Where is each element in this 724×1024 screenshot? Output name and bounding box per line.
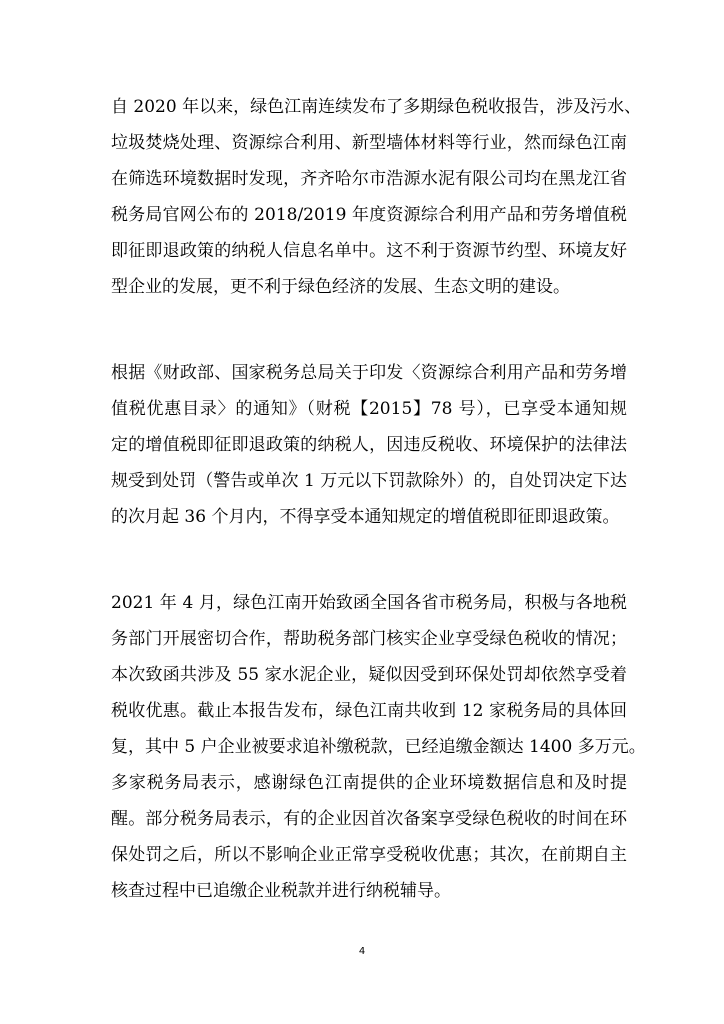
paragraph-line: 保处罚之后，所以不影响企业正常享受税收优惠；其次，在前期自主 bbox=[111, 845, 627, 865]
paragraph-3 bbox=[111, 585, 646, 909]
paragraph-line: 在筛选环境数据时发现，齐齐哈尔市浩源水泥有限公司均在黑龙江省 bbox=[111, 169, 627, 189]
paragraph-line: 务部门开展密切合作，帮助税务部门核实企业享受绿色税收的情况； bbox=[111, 629, 627, 649]
paragraph-1 bbox=[111, 89, 642, 305]
paragraph-line: 自 2020 年以来，绿色江南连续发布了多期绿色税收报告，涉及污水、 bbox=[111, 97, 642, 117]
paragraph-line: 核查过程中已追缴企业税款并进行纳税辅导。 bbox=[111, 881, 451, 901]
paragraph-line: 值税优惠目录〉的通知》（财税【2015】78 号），已享受本通知规 bbox=[111, 399, 627, 419]
paragraph-line: 多家税务局表示，感谢绿色江南提供的企业环境数据信息和及时提 bbox=[111, 773, 627, 793]
paragraph-line: 醒。部分税务局表示，有的企业因首次备案享受绿色税收的时间在环 bbox=[111, 809, 627, 829]
paragraph-line: 定的增值税即征即退政策的纳税人，因违反税收、环境保护的法律法 bbox=[111, 435, 627, 455]
paragraph-line: 复，其中 5 户企业被要求追补缴税款，已经追缴金额达 1400 多万元。 bbox=[111, 737, 646, 757]
paragraph-line: 本次致函共涉及 55 家水泥企业，疑似因受到环保处罚却依然享受着 bbox=[111, 665, 627, 685]
paragraph-line: 的次月起 36 个月内，不得享受本通知规定的增值税即征即退政策。 bbox=[111, 507, 620, 527]
page-number: 4 bbox=[358, 946, 366, 957]
paragraph-line: 2021 年 4 月，绿色江南开始致函全国各省市税务局，积极与各地税 bbox=[111, 593, 627, 613]
paragraph-line: 根据《财政部、国家税务总局关于印发〈资源综合利用产品和劳务增 bbox=[111, 363, 627, 383]
paragraph-line: 即征即退政策的纳税人信息名单中。这不利于资源节约型、环境友好 bbox=[111, 241, 627, 261]
paragraph-line: 规受到处罚（警告或单次 1 万元以下罚款除外）的，自处罚决定下达 bbox=[111, 471, 627, 491]
paragraph-line: 型企业的发展，更不利于绿色经济的发展、生态文明的建设。 bbox=[111, 277, 570, 297]
paragraph-line: 垃圾焚烧处理、资源综合利用、新型墙体材料等行业，然而绿色江南 bbox=[111, 133, 627, 153]
paragraph-line: 税务局官网公布的 2018/2019 年度资源综合利用产品和劳务增值税 bbox=[111, 205, 627, 225]
paragraph-line: 税收优惠。截止本报告发布，绿色江南共收到 12 家税务局的具体回 bbox=[111, 701, 627, 721]
paragraph-2 bbox=[111, 355, 627, 535]
